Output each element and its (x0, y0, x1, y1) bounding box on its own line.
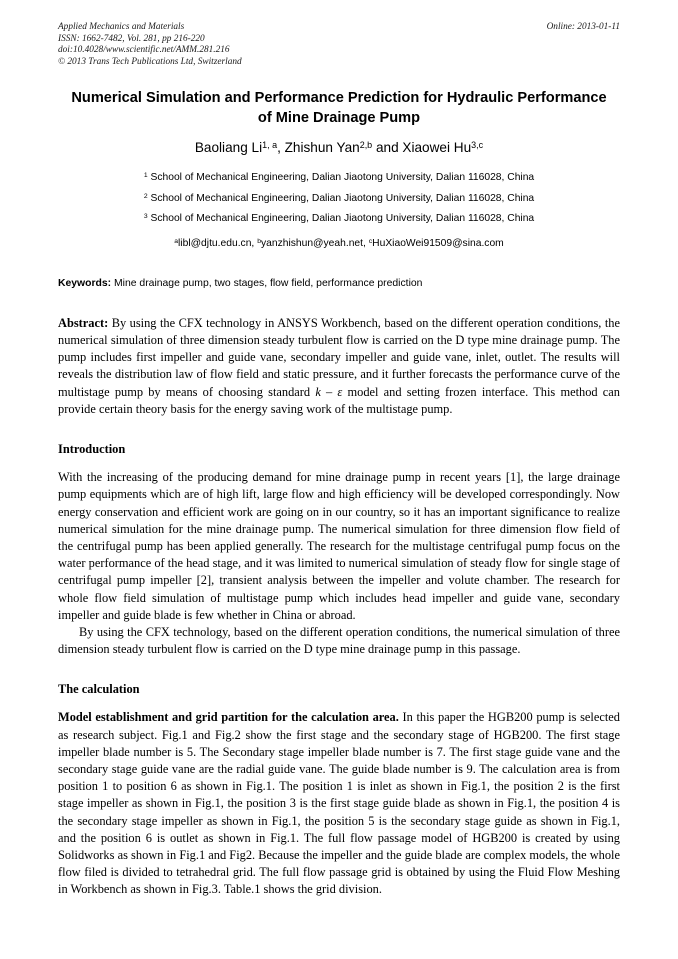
author-3-name: and Xiaowei Hu (372, 140, 472, 156)
affiliation-1-text: School of Mechanical Engineering, Dalian Jiaotong University, Dalian 116028, China (150, 172, 535, 184)
email-3-address[interactable]: HuXiaoWei91509@sina.com (372, 237, 504, 249)
calculation-paragraph-1-text: In this paper the HGB200 pump is selected as research subject. Fig.1 and Fig.2 show the first stage and the secondary stage of HGB200. The first stage impeller blade number is 5. The Secondary stage impeller blade number is 7. The first stage guide vane and the secondary stage guide vane are the radial guide vane. The guide blade number is 9. The calculation area is from position 1 to position 6 as shown in Fig.1. The position 1 is inlet as shown in Fig.1, the position 2 is the first stage impeller as shown in Fig.1, the position 3 is the first stage guide blade as shown in Fig.1, the position 4 is the secondary stage impeller as shown in Fig.1, the position 5 is the secondary stage guide as shown in Fig.1, and the position 6 is outlet as shown in Fig.1. The full flow passage model of HGB200 is created by using Solidworks as shown in Fig.1 and Fig2. Because the impeller and the guide blade are complex models, the whole flow filed is divided to tetrahedral grid. The full flow passage grid is obtained by using the Fluid Flow Meshing in Workbench as shown in Fig.3. Table.1 shows the grid division. (58, 710, 620, 897)
email-1-marker: a (174, 238, 179, 246)
email-1-address[interactable]: libl@djtu.edu.cn, (178, 237, 255, 249)
introduction-paragraph-2: By using the CFX technology, based on the different operation conditions, the numerical simulation of three dimension steady turbulent flow is carried on the D type mine drainage pump in this passage. (58, 624, 620, 657)
abstract-label: Abstract: (58, 315, 109, 330)
abstract-text-part-1: By using the CFX technology in ANSYS Workbench, based on the different operation conditions, the numerical simulation of three dimension steady turbulent flow is carried on the D type mine drainage pump. The pump includes first impeller and guide vane, secondary impeller and guide vane, inlet, outlet. The results will reveals the distribution law of flow field and static pressure, and it further forecasts the performance curve of the multistage pump by means of choosing standard (58, 315, 620, 399)
author-1-marker: 1, a (262, 140, 278, 151)
author-emails (58, 237, 620, 251)
author-list (58, 140, 620, 156)
abstract-text-part-2: model and setting frozen interface. This method can provide certain theory basis for the energy saving work of the multistage pump. (58, 384, 621, 416)
keywords-line (58, 277, 620, 291)
author-3-marker: 3,c (471, 140, 484, 151)
affiliation-2-marker: 2 (143, 193, 148, 201)
introduction-paragraph-1: With the increasing of the producing demand for mine drainage pump in recent years [1], the large drainage pump equipments which are of high lift, large flow and high efficiency will be developed correspondingly. Now energy conservation and efficient work are going on in our country, so it has an important significance to realize numerical simulation for the mine drainage pump. The numerical simulation for three dimension flow field of the centrifugal pump has been applied generally. The research for the multistage centrifugal pump focus on the water performance of the head stage, and it was limited to numerical simulation of steady flow for single stage of centrifugal pump impeller [2], transient analysis between the impeller and volute chamber. The research for whole flow field simulation of multistage pump which includes head impeller and guide vane, secondary impeller and guide blade is few whether in China or abroad. (58, 470, 620, 622)
keywords-value: Mine drainage pump, two stages, flow field, performance prediction (114, 277, 423, 289)
email-2-marker: b (257, 238, 261, 246)
affiliation-2 (58, 189, 620, 210)
section-heading-introduction: Introduction (58, 442, 126, 457)
online-date: Online: 2013-01-11 (546, 22, 620, 32)
affiliation-1 (58, 168, 620, 189)
runin-heading-model-establishment: Model establishment and grid partition for the calculation area. (58, 710, 399, 725)
page-title: Numerical Simulation and Performance Prediction for Hydraulic Performance of Mine Drainage Pump (71, 90, 607, 126)
affiliation-1-marker: 1 (143, 172, 148, 180)
affiliation-3 (58, 209, 620, 230)
abstract-paragraph (58, 315, 620, 418)
journal-header (58, 0, 620, 68)
journal-name: Applied Mechanics and Materials (58, 22, 185, 32)
journal-copyright: © 2013 Trans Tech Publications Ltd, Switzerland (58, 56, 242, 67)
affiliation-2-text: School of Mechanical Engineering, Dalian Jiaotong University, Dalian 116028, China (150, 192, 535, 204)
page-content (58, 0, 620, 899)
section-heading-the-calculation: The calculation (58, 682, 140, 697)
affiliation-3-text: School of Mechanical Engineering, Dalian Jiaotong University, Dalian 116028, China (150, 213, 535, 225)
calculation-paragraph-1 (58, 709, 620, 898)
keywords-label: Keywords: (58, 277, 112, 289)
abstract-math-expression: k – ε (315, 384, 343, 399)
journal-issn-volume: ISSN: 1662-7482, Vol. 281, pp 216-220 (58, 33, 205, 44)
journal-doi: doi:10.4028/www.scientific.net/AMM.281.216 (58, 45, 230, 56)
affiliation-list (58, 168, 620, 230)
author-1-name: Baoliang Li (194, 140, 263, 156)
affiliation-3-marker: 3 (143, 213, 148, 221)
author-2-marker: 2,b (359, 140, 373, 151)
author-2-name: , Zhishun Yan (277, 140, 360, 156)
email-3-marker: c (368, 238, 373, 246)
email-2-address[interactable]: yanzhishun@yeah.net, (260, 237, 366, 249)
